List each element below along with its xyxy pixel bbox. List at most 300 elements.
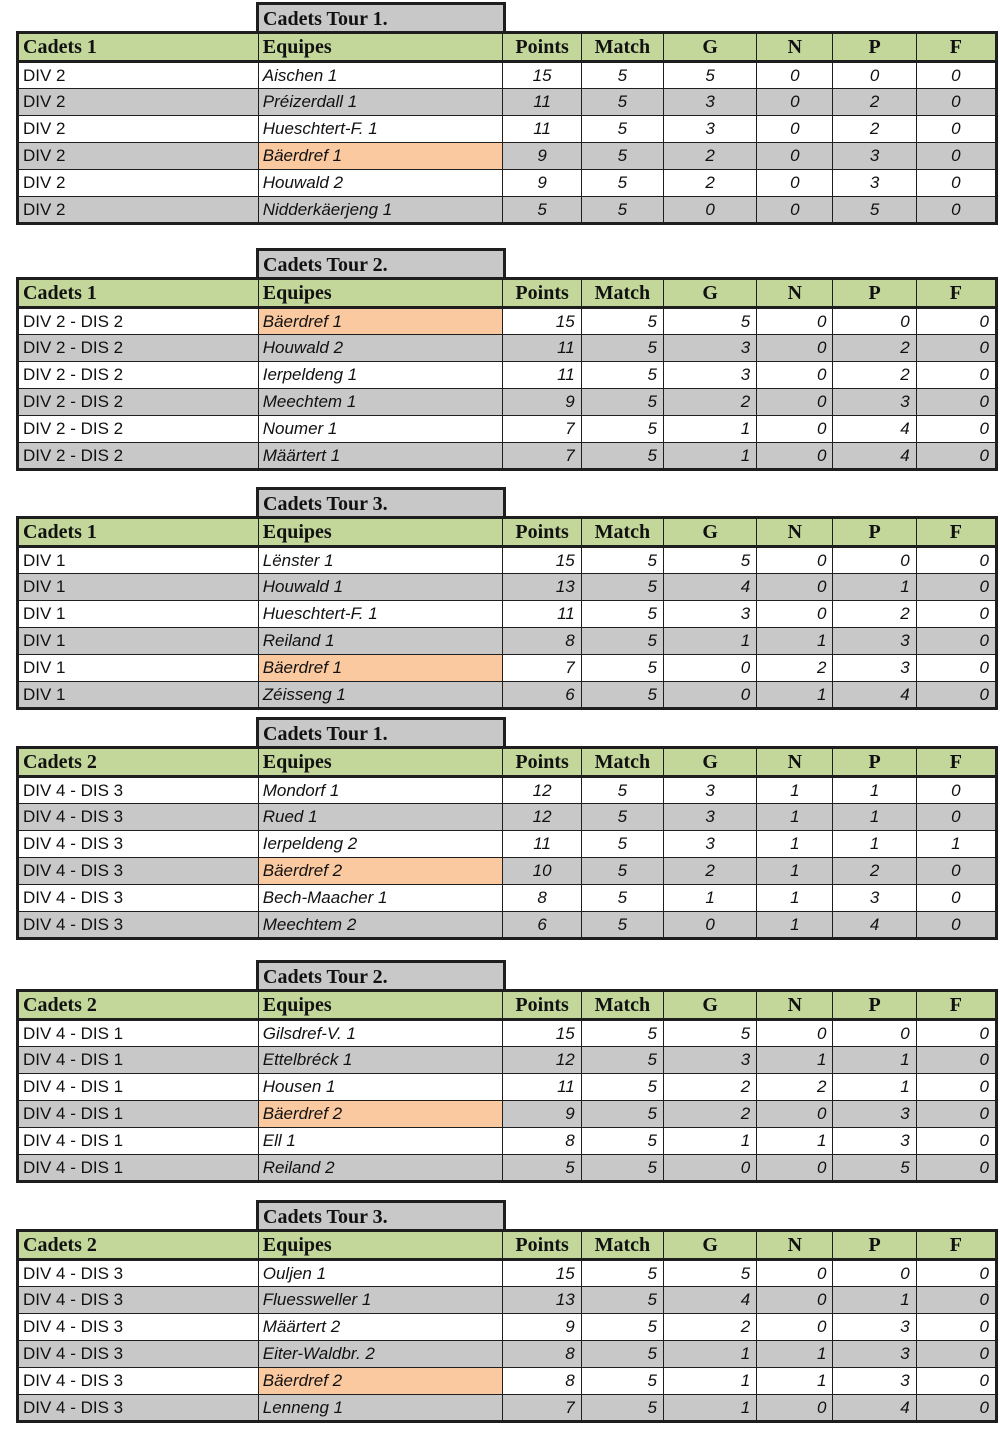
p-cell: 4 xyxy=(833,682,916,709)
table-row xyxy=(18,1155,997,1182)
g-cell: 2 xyxy=(663,170,756,197)
p-cell: 0 xyxy=(833,547,916,574)
division-cell: DIV 4 - DIS 1 xyxy=(18,1101,259,1128)
table-row xyxy=(18,1395,997,1422)
match-cell: 5 xyxy=(581,912,663,939)
n-cell: 0 xyxy=(757,170,833,197)
division-cell: DIV 4 - DIS 1 xyxy=(18,1020,259,1047)
team-cell: Hueschtert-F. 1 xyxy=(258,601,503,628)
n-header: N xyxy=(757,279,833,308)
team-cell: Gilsdref-V. 1 xyxy=(258,1020,503,1047)
f-cell: 0 xyxy=(916,1341,996,1368)
p-cell: 3 xyxy=(833,143,916,170)
n-header: N xyxy=(757,1231,833,1260)
table-row xyxy=(18,547,997,574)
team-cell: Määrtert 1 xyxy=(258,443,503,470)
match-cell: 5 xyxy=(581,1101,663,1128)
n-cell: 0 xyxy=(757,601,833,628)
division-cell: DIV 1 xyxy=(18,655,259,682)
match-header: Match xyxy=(581,748,663,777)
match-cell: 5 xyxy=(581,655,663,682)
points-cell: 5 xyxy=(503,1155,581,1182)
g-cell: 4 xyxy=(663,574,756,601)
division-cell: DIV 4 - DIS 3 xyxy=(18,885,259,912)
equipes-header: Equipes xyxy=(258,748,503,777)
equipes-header: Equipes xyxy=(258,991,503,1020)
table-row xyxy=(18,1020,997,1047)
p-cell: 3 xyxy=(833,1101,916,1128)
points-cell: 11 xyxy=(503,89,581,116)
team-cell-highlighted: Bäerdref 1 xyxy=(258,143,503,170)
p-cell: 5 xyxy=(833,197,916,224)
team-cell: Houwald 2 xyxy=(258,335,503,362)
g-cell: 1 xyxy=(663,416,756,443)
table-row xyxy=(18,1287,997,1314)
match-cell: 5 xyxy=(581,547,663,574)
table-row xyxy=(18,804,997,831)
table-header-row xyxy=(18,518,997,547)
team-cell: Lenneng 1 xyxy=(258,1395,503,1422)
division-cell: DIV 4 - DIS 1 xyxy=(18,1047,259,1074)
equipes-header: Equipes xyxy=(258,279,503,308)
team-cell: Ouljen 1 xyxy=(258,1260,503,1287)
division-cell: DIV 4 - DIS 3 xyxy=(18,1395,259,1422)
g-cell: 1 xyxy=(663,628,756,655)
division-cell: DIV 1 xyxy=(18,628,259,655)
f-cell: 0 xyxy=(916,1287,996,1314)
team-cell: Noumer 1 xyxy=(258,416,503,443)
points-cell: 12 xyxy=(503,1047,581,1074)
g-cell: 2 xyxy=(663,1074,756,1101)
team-cell: Bech-Maacher 1 xyxy=(258,885,503,912)
n-cell: 0 xyxy=(757,362,833,389)
match-cell: 5 xyxy=(581,62,663,89)
division-cell: DIV 4 - DIS 3 xyxy=(18,831,259,858)
g-header: G xyxy=(663,518,756,547)
table-row xyxy=(18,1314,997,1341)
points-cell: 9 xyxy=(503,1314,581,1341)
table-row xyxy=(18,831,997,858)
f-cell: 0 xyxy=(916,62,996,89)
n-header: N xyxy=(757,748,833,777)
p-cell: 3 xyxy=(833,1128,916,1155)
table-header-row xyxy=(18,33,997,62)
points-cell: 8 xyxy=(503,628,581,655)
p-cell: 1 xyxy=(833,1074,916,1101)
division-cell: DIV 2 xyxy=(18,116,259,143)
n-cell: 2 xyxy=(757,1074,833,1101)
g-cell: 3 xyxy=(663,804,756,831)
p-header: P xyxy=(833,518,916,547)
p-cell: 0 xyxy=(833,1260,916,1287)
p-cell: 1 xyxy=(833,1047,916,1074)
n-cell: 0 xyxy=(757,1395,833,1422)
team-cell: Fluessweller 1 xyxy=(258,1287,503,1314)
tour-title: Cadets Tour 1. xyxy=(256,717,506,750)
points-cell: 11 xyxy=(503,362,581,389)
standings-table xyxy=(16,746,998,940)
category-header: Cadets 2 xyxy=(18,1231,259,1260)
p-cell: 0 xyxy=(833,1020,916,1047)
division-cell: DIV 2 xyxy=(18,170,259,197)
g-cell: 2 xyxy=(663,858,756,885)
team-cell: Ettelbréck 1 xyxy=(258,1047,503,1074)
team-cell: Houwald 1 xyxy=(258,574,503,601)
table-row xyxy=(18,62,997,89)
match-header: Match xyxy=(581,991,663,1020)
match-cell: 5 xyxy=(581,116,663,143)
g-cell: 2 xyxy=(663,1101,756,1128)
n-cell: 1 xyxy=(757,804,833,831)
f-cell: 0 xyxy=(916,143,996,170)
points-cell: 8 xyxy=(503,885,581,912)
division-cell: DIV 2 xyxy=(18,89,259,116)
g-header: G xyxy=(663,33,756,62)
team-cell: Zéisseng 1 xyxy=(258,682,503,709)
division-cell: DIV 2 xyxy=(18,62,259,89)
f-cell: 0 xyxy=(916,1395,996,1422)
points-cell: 11 xyxy=(503,601,581,628)
division-cell: DIV 4 - DIS 3 xyxy=(18,1368,259,1395)
n-cell: 1 xyxy=(757,1341,833,1368)
g-cell: 5 xyxy=(663,1020,756,1047)
f-cell: 0 xyxy=(916,197,996,224)
team-cell: Ell 1 xyxy=(258,1128,503,1155)
points-cell: 15 xyxy=(503,62,581,89)
n-cell: 0 xyxy=(757,1314,833,1341)
match-cell: 5 xyxy=(581,601,663,628)
match-cell: 5 xyxy=(581,1368,663,1395)
tour-title: Cadets Tour 3. xyxy=(256,487,506,520)
n-cell: 1 xyxy=(757,777,833,804)
tour-title: Cadets Tour 2. xyxy=(256,248,506,281)
standings-table xyxy=(16,31,998,225)
team-cell: Rued 1 xyxy=(258,804,503,831)
table-header-row xyxy=(18,991,997,1020)
table-row xyxy=(18,682,997,709)
division-cell: DIV 1 xyxy=(18,574,259,601)
g-cell: 0 xyxy=(663,1155,756,1182)
match-header: Match xyxy=(581,1231,663,1260)
p-cell: 2 xyxy=(833,601,916,628)
match-cell: 5 xyxy=(581,1395,663,1422)
table-row xyxy=(18,1260,997,1287)
n-cell: 1 xyxy=(757,1128,833,1155)
p-cell: 4 xyxy=(833,912,916,939)
f-cell: 0 xyxy=(916,628,996,655)
table-row xyxy=(18,308,997,335)
match-cell: 5 xyxy=(581,682,663,709)
g-cell: 3 xyxy=(663,1047,756,1074)
division-cell: DIV 4 - DIS 3 xyxy=(18,858,259,885)
f-header: F xyxy=(916,279,996,308)
p-cell: 0 xyxy=(833,308,916,335)
p-cell: 2 xyxy=(833,362,916,389)
n-cell: 1 xyxy=(757,912,833,939)
match-cell: 5 xyxy=(581,628,663,655)
division-cell: DIV 2 - DIS 2 xyxy=(18,443,259,470)
points-cell: 7 xyxy=(503,443,581,470)
points-cell: 9 xyxy=(503,170,581,197)
division-cell: DIV 1 xyxy=(18,547,259,574)
n-cell: 1 xyxy=(757,628,833,655)
division-cell: DIV 2 - DIS 2 xyxy=(18,362,259,389)
f-cell: 0 xyxy=(916,858,996,885)
match-header: Match xyxy=(581,518,663,547)
team-cell: Meechtem 2 xyxy=(258,912,503,939)
g-header: G xyxy=(663,748,756,777)
g-cell: 0 xyxy=(663,912,756,939)
g-cell: 0 xyxy=(663,197,756,224)
p-cell: 1 xyxy=(833,574,916,601)
division-cell: DIV 2 - DIS 2 xyxy=(18,389,259,416)
p-cell: 5 xyxy=(833,1155,916,1182)
f-cell: 0 xyxy=(916,601,996,628)
f-cell: 0 xyxy=(916,574,996,601)
f-cell: 0 xyxy=(916,416,996,443)
g-header: G xyxy=(663,279,756,308)
team-cell: Aischen 1 xyxy=(258,62,503,89)
n-cell: 0 xyxy=(757,308,833,335)
points-cell: 15 xyxy=(503,1020,581,1047)
p-cell: 1 xyxy=(833,1287,916,1314)
n-header: N xyxy=(757,991,833,1020)
division-cell: DIV 4 - DIS 3 xyxy=(18,912,259,939)
n-cell: 1 xyxy=(757,831,833,858)
points-header: Points xyxy=(503,991,581,1020)
p-cell: 2 xyxy=(833,335,916,362)
f-cell: 0 xyxy=(916,777,996,804)
f-header: F xyxy=(916,33,996,62)
g-cell: 1 xyxy=(663,1341,756,1368)
p-cell: 3 xyxy=(833,170,916,197)
f-header: F xyxy=(916,518,996,547)
table-row xyxy=(18,143,997,170)
n-cell: 0 xyxy=(757,1101,833,1128)
g-cell: 5 xyxy=(663,547,756,574)
match-cell: 5 xyxy=(581,335,663,362)
f-cell: 0 xyxy=(916,116,996,143)
f-header: F xyxy=(916,1231,996,1260)
division-cell: DIV 4 - DIS 1 xyxy=(18,1128,259,1155)
table-row xyxy=(18,362,997,389)
team-cell: Mondorf 1 xyxy=(258,777,503,804)
p-cell: 4 xyxy=(833,443,916,470)
division-cell: DIV 2 xyxy=(18,143,259,170)
n-cell: 2 xyxy=(757,655,833,682)
division-cell: DIV 1 xyxy=(18,601,259,628)
division-cell: DIV 2 - DIS 2 xyxy=(18,308,259,335)
table-row xyxy=(18,655,997,682)
g-cell: 3 xyxy=(663,89,756,116)
match-cell: 5 xyxy=(581,1314,663,1341)
n-cell: 0 xyxy=(757,197,833,224)
division-cell: DIV 2 - DIS 2 xyxy=(18,335,259,362)
match-cell: 5 xyxy=(581,1287,663,1314)
p-cell: 4 xyxy=(833,416,916,443)
g-cell: 3 xyxy=(663,777,756,804)
p-header: P xyxy=(833,279,916,308)
category-header: Cadets 2 xyxy=(18,748,259,777)
p-cell: 2 xyxy=(833,116,916,143)
match-cell: 5 xyxy=(581,574,663,601)
p-cell: 3 xyxy=(833,628,916,655)
table-header-row xyxy=(18,1231,997,1260)
n-cell: 0 xyxy=(757,1260,833,1287)
match-cell: 5 xyxy=(581,197,663,224)
p-cell: 2 xyxy=(833,89,916,116)
table-header-row xyxy=(18,748,997,777)
team-cell: Houwald 2 xyxy=(258,170,503,197)
points-cell: 11 xyxy=(503,1074,581,1101)
n-cell: 0 xyxy=(757,335,833,362)
points-cell: 7 xyxy=(503,1395,581,1422)
table-row xyxy=(18,416,997,443)
g-cell: 3 xyxy=(663,362,756,389)
match-cell: 5 xyxy=(581,389,663,416)
table-header-row xyxy=(18,279,997,308)
points-cell: 13 xyxy=(503,1287,581,1314)
match-cell: 5 xyxy=(581,362,663,389)
team-cell-highlighted: Bäerdref 1 xyxy=(258,308,503,335)
points-cell: 8 xyxy=(503,1368,581,1395)
team-cell-highlighted: Bäerdref 2 xyxy=(258,1368,503,1395)
g-cell: 1 xyxy=(663,885,756,912)
f-cell: 0 xyxy=(916,1155,996,1182)
category-header: Cadets 2 xyxy=(18,991,259,1020)
points-cell: 10 xyxy=(503,858,581,885)
match-cell: 5 xyxy=(581,416,663,443)
standings-table xyxy=(16,516,998,710)
n-cell: 1 xyxy=(757,885,833,912)
f-cell: 0 xyxy=(916,912,996,939)
n-cell: 1 xyxy=(757,1368,833,1395)
team-cell-highlighted: Bäerdref 2 xyxy=(258,1101,503,1128)
points-cell: 9 xyxy=(503,389,581,416)
f-cell: 0 xyxy=(916,1047,996,1074)
g-cell: 3 xyxy=(663,116,756,143)
g-cell: 1 xyxy=(663,1128,756,1155)
p-cell: 3 xyxy=(833,1368,916,1395)
f-cell: 0 xyxy=(916,1368,996,1395)
category-header: Cadets 1 xyxy=(18,279,259,308)
division-cell: DIV 4 - DIS 3 xyxy=(18,777,259,804)
standings-table xyxy=(16,989,998,1183)
n-cell: 0 xyxy=(757,574,833,601)
table-row xyxy=(18,574,997,601)
f-cell: 0 xyxy=(916,804,996,831)
n-cell: 0 xyxy=(757,1020,833,1047)
match-cell: 5 xyxy=(581,1155,663,1182)
table-row xyxy=(18,170,997,197)
n-cell: 0 xyxy=(757,416,833,443)
p-cell: 0 xyxy=(833,62,916,89)
n-cell: 1 xyxy=(757,682,833,709)
equipes-header: Equipes xyxy=(258,33,503,62)
match-cell: 5 xyxy=(581,443,663,470)
team-cell: Eiter-Waldbr. 2 xyxy=(258,1341,503,1368)
match-cell: 5 xyxy=(581,170,663,197)
match-cell: 5 xyxy=(581,1128,663,1155)
g-cell: 2 xyxy=(663,389,756,416)
f-cell: 0 xyxy=(916,89,996,116)
match-cell: 5 xyxy=(581,143,663,170)
points-header: Points xyxy=(503,33,581,62)
match-cell: 5 xyxy=(581,1260,663,1287)
f-cell: 0 xyxy=(916,389,996,416)
points-cell: 11 xyxy=(503,831,581,858)
match-header: Match xyxy=(581,279,663,308)
f-cell: 0 xyxy=(916,682,996,709)
table-row xyxy=(18,912,997,939)
n-cell: 0 xyxy=(757,116,833,143)
g-cell: 3 xyxy=(663,831,756,858)
n-cell: 1 xyxy=(757,1047,833,1074)
g-cell: 1 xyxy=(663,1368,756,1395)
division-cell: DIV 4 - DIS 3 xyxy=(18,1287,259,1314)
p-header: P xyxy=(833,991,916,1020)
table-row xyxy=(18,116,997,143)
points-cell: 15 xyxy=(503,1260,581,1287)
g-cell: 4 xyxy=(663,1287,756,1314)
p-cell: 3 xyxy=(833,655,916,682)
f-cell: 0 xyxy=(916,655,996,682)
f-cell: 0 xyxy=(916,1101,996,1128)
table-row xyxy=(18,89,997,116)
p-header: P xyxy=(833,33,916,62)
points-cell: 13 xyxy=(503,574,581,601)
g-cell: 5 xyxy=(663,62,756,89)
points-cell: 9 xyxy=(503,143,581,170)
match-header: Match xyxy=(581,33,663,62)
f-header: F xyxy=(916,991,996,1020)
n-cell: 0 xyxy=(757,389,833,416)
g-cell: 1 xyxy=(663,1395,756,1422)
points-header: Points xyxy=(503,279,581,308)
match-cell: 5 xyxy=(581,885,663,912)
points-header: Points xyxy=(503,1231,581,1260)
n-cell: 0 xyxy=(757,62,833,89)
table-row xyxy=(18,1101,997,1128)
division-cell: DIV 2 - DIS 2 xyxy=(18,416,259,443)
f-cell: 0 xyxy=(916,1260,996,1287)
division-cell: DIV 4 - DIS 3 xyxy=(18,1260,259,1287)
f-cell: 0 xyxy=(916,1128,996,1155)
table-row xyxy=(18,1047,997,1074)
f-cell: 0 xyxy=(916,547,996,574)
n-cell: 0 xyxy=(757,547,833,574)
f-header: F xyxy=(916,748,996,777)
match-cell: 5 xyxy=(581,89,663,116)
table-row xyxy=(18,777,997,804)
standings-table xyxy=(16,1229,998,1423)
team-cell: Ierpeldeng 1 xyxy=(258,362,503,389)
f-cell: 0 xyxy=(916,443,996,470)
n-header: N xyxy=(757,33,833,62)
f-cell: 0 xyxy=(916,335,996,362)
match-cell: 5 xyxy=(581,777,663,804)
match-cell: 5 xyxy=(581,804,663,831)
p-cell: 1 xyxy=(833,777,916,804)
table-row xyxy=(18,601,997,628)
tour-title: Cadets Tour 1. xyxy=(256,2,506,35)
g-cell: 3 xyxy=(663,601,756,628)
points-cell: 8 xyxy=(503,1128,581,1155)
division-cell: DIV 2 xyxy=(18,197,259,224)
p-header: P xyxy=(833,748,916,777)
points-cell: 8 xyxy=(503,1341,581,1368)
points-cell: 6 xyxy=(503,912,581,939)
